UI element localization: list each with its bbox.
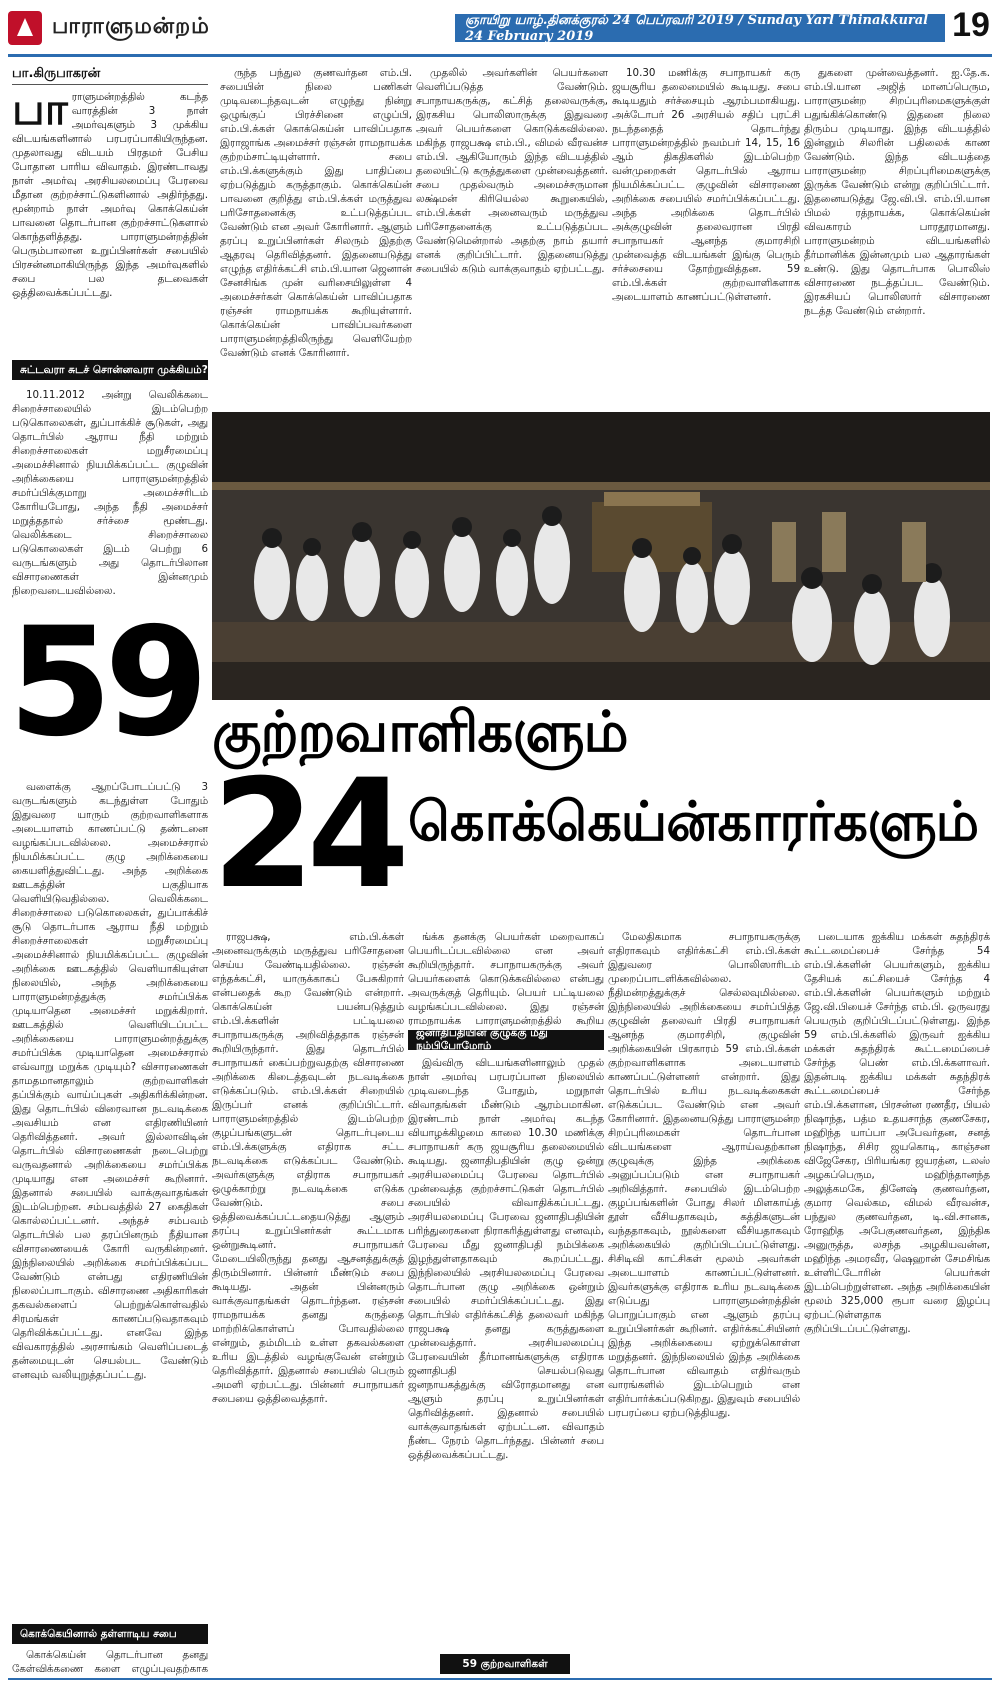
column-1-mid-text: 10.11.2012 அன்று வெலிக்கடை சிறைச்சாலையில் இடம்பெற்ற படுகொலைகள், துப்பாக்கிச் சூடுகள், அது தொடர்பில் ஆராய நீதி மற்றும் சிறைச்சாலைகள் மறுசீரமைப்பு அமைச்சினால் நியமிக்கப்பட்ட குழுவின் அறிக்கையை பாராளுமன்றத்தில் சமர்ப்பிக்குமாறு அமைச்சரிடம் கோரியபோது, அந்த நீதி அமைச்சர் மறுத்ததால் சர்ச்சை மூண்டது. வெலிக்கடை சிறைச்சாலை படுகொலைகள் இடம் பெற்று 6 வருடங்களும் அது தொடர்பிலான விசாரணைகள் இன்னமும் நிறைவடையவில்லை.: [12, 389, 208, 597]
section-banner: [8, 8, 308, 48]
column-3-top: [416, 66, 608, 406]
headline-number-24: 24: [212, 748, 402, 922]
headline-line-1: குற்றவாளிகளும்: [212, 700, 628, 765]
byline: பா.கிருபாகரன்: [12, 66, 101, 81]
parliament-scene-image: [212, 412, 990, 700]
column-1-end-text: கொக்கெய்ன் தொடர்பான தனது கேள்விக்கணை களை எழுப்புவதற்காக: [12, 1649, 208, 1675]
page-number: 19: [952, 6, 990, 44]
column-3-bottom-text: ங்க்க தனக்கு பெயர்கள் மறைவாகப் பெயரிடப்படவில்லை என அவர் கூறியிருந்தார். சபாநாயகருக்கு அவர் பெயர்களைக் கொடுக்கவில்லை என்பது அவருக்குத் தெரியும். பெயர் பட்டியலை வழங்கப்படவில்லை. இது ரஞ்சன் ராமநாயக்க பாராளுமன்றத்தில் கூறிய: [408, 931, 604, 1026]
subhead-2: ஜனாதிபதியின் குழுக்கு மீது நம்பிபோமோம்: [408, 1030, 604, 1050]
subhead-3: கொக்கெயினால் தள்ளாடிய சபை: [12, 1624, 208, 1644]
column-1-bottom-text: வளைக்கு ஆறப்போடப்பட்டு 3 வருடங்களும் கடந்துள்ள போதும் இதுவரை யாரும் குற்றவாளிகளாக அடையாளம் காணப்பட்டு தண்டனை வழங்கப்படவில்லை. அமைச்சரால் நியமிக்கப்பட்ட குழு அறிக்கையை கையளித்துவிட்டது. அந்த அறிக்கை ஊடகத்தின் பகுதியாக வெளியிடுவதில்லை. வெலிக்கடை சிறைச்சாலை படுகொலைகள், துப்பாக்கிச் சூடு தொடர்பாக ஆராய நீதி மற்றும் சிறைச்சாலைகள் மறுசீரமைப்பு அமைச்சினால் நியமிக்கப்பட்ட குழுவின் அறிக்கை ஊடகத்தில் வெளியாகியுள்ள நிலையில், அந்த அறிக்கையை பாராளுமன்றத்துக்கு சமர்ப்பிக்க முடியாதென அமைச்சர் மறுக்கிறார். ஊடகத்தில் வெளியிடப்பட்ட அறிக்கையை பாராளுமன்றத்துக்கு சமர்ப்பிக்க முடியாதென அமைச்சரால் எவ்வாறு மறுக்க முடியும்? விசாரணைகள் தாமதமானதாலும் குற்றவாளிகள் தப்பிக்கும் வாய்ப்புகள் அதிகரிக்கின்றன. இது தொடர்பில் விரைவான நடவடிக்கை அவசியம் என எதிரணியினர் தெரிவித்தனர். அவர் இல்லாவிடின் தொடர்பில் விசாரணைகள் நடைபெற்று வருவதனால் அறிக்கையை சமர்ப்பிக்க முடியாது என அமைச்சர் கூறினார். இதனால் சபையில் வாக்குவாதங்கள் இடம்பெற்றன. சம்பவத்தில் 27 கைதிகள் கொல்லப்பட்டனர். அந்தச் சம்பவம் தொடர்பில் பல தரப்பினரும் நீதியான விசாரணையைக் கோரி வருகின்றனர். இந்நிலையில் அறிக்கை சமர்ப்பிக்கப்பட வேண்டும் என்பது எதிரணியின் நிலைப்பாடாகும். விசாரணை அதிகாரிகள் தகவல்களைப் பெற்றுக்கொள்வதில் சிரமங்கள் காணப்படுவதாகவும் தெரிவிக்கப்பட்டது. எனவே இந்த விவகாரத்தில் அரசாங்கம் வெளிப்படைத் தன்மையுடன் செயல்பட வேண்டும் எனவும் வலியுறுத்தப்பட்டது.: [12, 781, 208, 1381]
column-5-top-text: துகளை முன்வைத்தனர். ஐ.தே.க. எம்.பி.யான அஜித் மானப்பெரும, பாராளுமன்ற சிறப்புரிமைகளுக்குள் பதுங்கிக்கொண்டு இதனை நிலை திரும்ப முடியாது. இந்த விடயத்தில் இன்னும் சிலரின் பதிலைக் காண வேண்டும். இந்த விடயத்தை பாராளுமன்ற சிறப்புரிமைகளுக்கு இருக்க வேண்டும் என்று குறிப்பிட்டார். இதனையடுத்து ஜே.வி.பி. எம்.பி.யான பிமல் ரத்நாயக்க, கொக்கெய்ன் விவகாரம் பாரதூரமானது. பாராளுமன்றம் விடயங்களில் தீர்மானிக்க இன்னமும் பல ஆதாரங்கள் உண்டு. இது தொடர்பாக பொலிஸ் விசாரணை நடத்தப்பட வேண்டும். இரகசியப் பொலிஸார் விசாரணை நடத்த வேண்டும் என்றார்.: [804, 67, 990, 317]
column-3-top-text: முதலில் அவர்களின் பெயர்களை வெளிப்படுத்த வேண்டும். சபாநாயகருக்கு, கட்சித் தலைவருக்கு, இரகசிய பொலிஸாருக்கு இதுவரை அவர் பெயர்களை கொடுக்கவில்லை. மகிந்த ராஜபக்ஷ எம்.பி., விமல் வீரவன்ச எம்.பி. ஆகியோரும் இந்த விடயத்தில் தலையிட்டு கருத்துகளை முன்வைத்தனர். சபை முதல்வரும் அமைச்சருமான லக்ஷ்மன் கிரியெல்ல கூறுகையில், எம்.பி.க்கள் அனைவரும் மருத்துவ பரிசோதனைக்கு உட்படுத்தப்பட வேண்டுமென்றால் அதற்கு நாம் தயார் எனக் குறிப்பிட்டார். இதனையடுத்து சபையில் கடும் வாக்குவாதம் ஏற்பட்டது.: [416, 67, 608, 275]
column-5-bottom: [804, 930, 990, 1676]
column-5-bottom-text: படையாக ஐக்கிய மக்கள் சுதந்திரக் கூட்டமைப்பைச் சேர்ந்த 54 எம்.பி.க்களின் பெயர்களும், ஐக்கிய தேசியக் கட்சியைச் சேர்ந்த 4 எம்.பி.க்களின் பெயர்களும் மற்றும் ஜே.வி.பியைச் சேர்ந்த எம்.பி. ஒருவரது பெயரும் குறிப்பிடப்பட்டுள்ளது. இந்த 59 எம்.பி.க்களில் இருவர் ஐக்கிய மக்கள் சுதந்திரக் கூட்டமைப்பைச் சேர்ந்த பெண் எம்.பி.க்களாவர். இதன்படி ஐக்கிய மக்கள் சுதந்திரக் கூட்டமைப்பைச் சேர்ந்த எம்.பி.க்களான, பிரசன்ன ரணதீர, பியல் நிஷாந்த, பத்ம உதயசாந்த குணசேகர, மஹிந்த யாப்பா அபேவர்தன, சனத் நிஷாந்த, சிசிர ஜயகொடி, காஞ்சன விஜேசேகர, பிரியங்கர ஜயரத்ன, டலஸ் அழகப்பெரும, மஹிந்தானந்த அலுத்கமகே, தினேஷ் குணவர்தன, குமார வெல்கம, விமல் வீரவன்ச, பந்துல குணவர்தன, டி.வி.சானக, ரோஹித அபேகுணவர்தன, இந்திக அனுருத்த, லசந்த அழகியவன்ன, மஹிந்த அமரவீர, ஷெஹான் சேமசிங்க உள்ளிட்டோரின் பெயர்கள் இடம்பெற்றுள்ளன. அந்த அறிக்கையின் மூலம் 325,000 ரூபா வரை இழப்பு ஏற்பட்டுள்ளதாக குறிப்பிடப்பட்டுள்ளது.: [804, 931, 990, 1335]
section-title: பாராளுமன்றம்: [52, 14, 210, 39]
column-2-top-text: ருந்த பந்துல குணவர்தன எம்.பி. சபையின் நிலை பணிகள் முடிவடைந்தவுடன் எழுந்து நின்று ஒழுங்குப் பிரச்சினை எழுப்பி, எம்.பி.க்கள் கொக்கெய்ன் பாவிப்பதாக இராஜாங்க அமைச்சர் ரஞ்சன் ராமநாயக்க குற்றம்சாட்டியுள்ளார். சபை எம்.பி.க்களுக்கும் இது பாதிப்பை ஏற்படுத்தும் கருத்தாகும். கொக்கெய்ன் பாவனை குறித்து எம்.பி.க்கள் மருத்துவ பரிசோதனைக்கு உட்படுத்தப்பட வேண்டும் என அவர் கோரினார். ஆளும் தரப்பு உறுப்பினர்கள் சிலரும் இதற்கு ஆதரவு தெரிவித்தனர். இதனையடுத்து எழுந்த எதிர்க்கட்சி எம்.பி.யான ஜெனான் சேனசிங்க முன் வரிசையிலுள்ள 4 அமைச்சர்கள் கொக்கெய்ன் பாவிப்பதாக ரஞ்சன் ராமநாயக்க கூறியுள்ளார். கொக்கெய்ன் பாவிப்பவர்களை பாராளுமன்றத்திலிருந்து வெளியேற்ற வேண்டும் எனக் கோரினார்.: [220, 67, 412, 359]
newspaper-logo-icon: [8, 11, 42, 45]
column-1-top-text: ராளுமன்றத்தில் கடந்த வாரத்தின் 3 நாள் அமர்வுகளும் 3 முக்கிய விடயங்களினால் பரபரப்பாகியிருந்தன. முதலாவது விடயம் பிரதமர் பேசிய போதான பாரிய விவாதம். இரண்டாவது நாள் அமர்வு அரசியலமைப்பு பேரவை மீதான குற்றச்சாட்டுகளினால் அதிர்ந்தது. மூன்றாம் நாள் அமர்வு கொக்கெய்ன் பாவனை தொடர்பான குற்றச்சாட்டுகளால் கொந்தளித்தது. பாராளுமன்றத்தின் பெரும்பாலான உறுப்பினர்கள் சபையில் பிரசன்னமாகியிருந்த இந்த அமர்வுகளில் சபை பல தடவைகள் ஒத்திவைக்கப்பட்டது.: [12, 91, 208, 299]
headline-line-2: கொக்கெய்ன்காரர்களும்: [408, 790, 979, 853]
photo-caption: 59 குற்றவாளிகள்: [440, 1654, 570, 1674]
column-1-end: [12, 1648, 208, 1676]
column-1-mid: [12, 388, 208, 600]
column-3-bottom-2: [408, 1056, 604, 1648]
column-4-top-text: 10.30 மணிக்கு சபாநாயகர் கரு ஜயசூரிய தலைமையில் கூடியது. சபை கூடியதும் சர்ச்சையும் ஆரம்பமாகியது. அக்டோபர் 26 அரசியல் சதிப் புரட்சி நடந்ததைத் தொடர்ந்து பாராளுமன்றத்தில் நவம்பர் 14, 15, 16 ஆம் திகதிகளில் இடம்பெற்ற வன்முறைகள் தொடர்பில் ஆராய நியமிக்கப்பட்ட குழுவின் விசாரணை அறிக்கை சபையில் சமர்ப்பிக்கப்பட்டது. அந்த அறிக்கை தொடர்பில் அக்குழுவின் தலைவரான பிரதி சபாநாயகர் ஆனந்த குமாரசிறி முன்வைத்த விடயங்கள் இங்கு பெரும் சர்ச்சையை தோற்றுவித்தன. 59 எம்.பி.க்கள் குற்றவாளிகளாக அடையாளம் காணப்பட்டுள்ளனர்.: [612, 67, 800, 303]
date-line: ஞாயிறு யாழ்.தினக்குரல் 24 பெப்ரவரி 2019 / Sunday Yarl Thinakkural 24 February 2019: [455, 14, 945, 42]
column-4-bottom-text: மேலதிகமாக சபாநாயகருக்கு எதிராகவும் எதிர்க்கட்சி எம்.பி.க்கள் இதுவரை பொலிஸாரிடம் முறைப்பாடளிக்கவில்லை. நீதிமன்றத்துக்குச் செல்லவுமில்லை. இந்நிலையில் அறிக்கையை சமர்ப்பித்த குழுவின் தலைவர் பிரதி சபாநாயகர் ஆனந்த குமாரசிறி, குழுவின் அறிக்கையின் பிரகாரம் 59 எம்.பி.க்கள் குற்றவாளிகளாக அடையாளம் காணப்பட்டுள்ளனர் என்றார். இது தொடர்பில் உரிய நடவடிக்கைகள் எடுக்கப்பட வேண்டும் என அவர் கோரினார். இதனையடுத்து பாராளுமன்ற சிறப்புரிமைகள் தொடர்பான விடயங்களை ஆராய்வதற்கான குழுவுக்கு இந்த அறிக்கை அனுப்பப்படும் என சபாநாயகர் அறிவித்தார். சபையில் இடம்பெற்ற குழப்பங்களின் போது சிலர் மிளகாய்த் தூள் வீசியதாகவும், கத்திகளுடன் வந்ததாகவும், நூல்களை வீசியதாகவும் அறிக்கையில் குறிப்பிடப்பட்டுள்ளது. சிசிடிவி காட்சிகள் மூலம் அவர்கள் அடையாளம் காணப்பட்டுள்ளனர். இவர்களுக்கு எதிராக உரிய நடவடிக்கை எடுப்பது பாராளுமன்றத்தின் பொறுப்பாகும் என ஆளும் தரப்பு உறுப்பினர்கள் கூறினர். எதிர்க்கட்சியினர் இந்த அறிக்கையை ஏற்றுக்கொள்ள மறுத்தனர். இந்நிலையில் இந்த அறிக்கை தொடர்பான விவாதம் எதிர்வரும் வாரங்களில் இடம்பெறும் என எதிர்பார்க்கப்படுகிறது. இதுவும் சபையில் பரபரப்பை ஏற்படுத்தியது.: [608, 931, 800, 1419]
dropcap: பா: [12, 90, 68, 135]
parliament-photo: [212, 412, 990, 700]
column-1-top: [12, 90, 208, 350]
column-2-bottom-text: ராஜபக்ஷ, எம்.பி.க்கள் அனைவருக்கும் மருத்துவ பரிசோதனை செய்ய வேண்டியதில்லை. ரஞ்சன் எந்தக்கட்சி, யாருக்காகப் பேசுகிறார் என்பதைக் கூற வேண்டும் என்றார். கொக்கெய்ன் பயன்படுத்தும் எம்.பி.க்களின் பட்டியலை சபாநாயகருக்கு அறிவித்ததாக ரஞ்சன் கூறியிருந்தார். இது தொடர்பில் சபாநாயகர் கைப்பற்றுவதற்கு விசாரணை அறிக்கை கிடைத்தவுடன் நடவடிக்கை எடுக்கப்படும். எம்.பி.க்கள் சிறையில் இருப்பர் எனக் குறிப்பிட்டார். பாராளுமன்றத்தில் இடம்பெற்ற குழப்பங்களுடன் தொடர்புடைய எம்.பி.க்களுக்கு எதிராக சட்ட நடவடிக்கை எடுக்கப்பட வேண்டும். அவர்களுக்கு எதிராக சபாநாயகர் ஒழுக்காற்று நடவடிக்கை எடுக்க வேண்டும். சபை ஒத்திவைக்கப்பட்டதையடுத்து ஆளும் தரப்பு உறுப்பினர்கள் கூட்டமாக ஒன்றுகூடினர். சபாநாயகர் மேடையிலிருந்து தனது ஆசனத்துக்குத் திரும்பினார். பின்னர் மீண்டும் சபை கூடியது. அதன் பின்னரும் வாக்குவாதங்கள் தொடர்ந்தன. ரஞ்சன் ராமநாயக்க தனது கருத்தை மாற்றிக்கொள்ளப் போவதில்லை என்றும், தம்மிடம் உள்ள தகவல்களை உரிய இடத்தில் வழங்குவேன் என்றும் தெரிவித்தார். இதனால் சபையில் பெரும் அமளி ஏற்பட்டது. பின்னர் சபாநாயகர் சபையை ஒத்திவைத்தார்.: [212, 931, 404, 1405]
bottom-rule: [8, 1678, 992, 1680]
subhead-1: சுட்டவரா சுடச் சொன்னவரா முக்கியம்?: [12, 360, 208, 380]
headline-number-59: 59: [8, 596, 201, 770]
column-4-top: [612, 66, 800, 406]
column-3-bottom-2-text: இவ்விரு விடயங்களினாலும் முதல் நாள் அமர்வு பரபரப்பான நிலையில் முடிவடைந்த போதும், மறுநாள் விவாதங்கள் மீண்டும் ஆரம்பமாகின. இரண்டாம் நாள் அமர்வு கடந்த வியாழக்கிழமை காலை 10.30 மணிக்கு சபாநாயகர் கரு ஜயசூரிய தலைமையில் கூடியது. ஜனாதிபதியின் குழு ஒன்று அரசியலமைப்பு பேரவை தொடர்பில் முன்வைத்த குற்றச்சாட்டுகள் தொடர்பில் சபையில் விவாதிக்கப்பட்டது. அரசியலமைப்பு பேரவை ஜனாதிபதியின் பரிந்துரைகளை நிராகரித்துள்ளது எனவும், பேரவை மீது ஜனாதிபதி நம்பிக்கை இழந்துள்ளதாகவும் கூறப்பட்டது. இந்நிலையில் அரசியலமைப்பு பேரவை தொடர்பான குழு அறிக்கை ஒன்றும் சபையில் சமர்ப்பிக்கப்பட்டது. இது தொடர்பில் எதிர்க்கட்சித் தலைவர் மகிந்த ராஜபக்ஷ தனது கருத்துகளை முன்வைத்தார். அரசியலமைப்பு பேரவையின் தீர்மானங்களுக்கு எதிராக ஜனாதிபதி செயல்படுவது ஜனநாயகத்துக்கு விரோதமானது என ஆளும் தரப்பு உறுப்பினர்கள் தெரிவித்தனர். இதனால் சபையில் வாக்குவாதங்கள் ஏற்பட்டன. விவாதம் நீண்ட நேரம் தொடர்ந்தது. பின்னர் சபை ஒத்திவைக்கப்பட்டது.: [408, 1057, 604, 1461]
masthead: [0, 0, 1000, 60]
column-2-top: [220, 66, 412, 406]
column-2-bottom: [212, 930, 404, 1676]
column-1-bottom: [12, 780, 208, 1620]
column-3-bottom: [408, 930, 604, 1026]
column-4-bottom: [608, 930, 800, 1676]
byline-rule: [12, 84, 208, 85]
masthead-rule: [8, 54, 992, 57]
